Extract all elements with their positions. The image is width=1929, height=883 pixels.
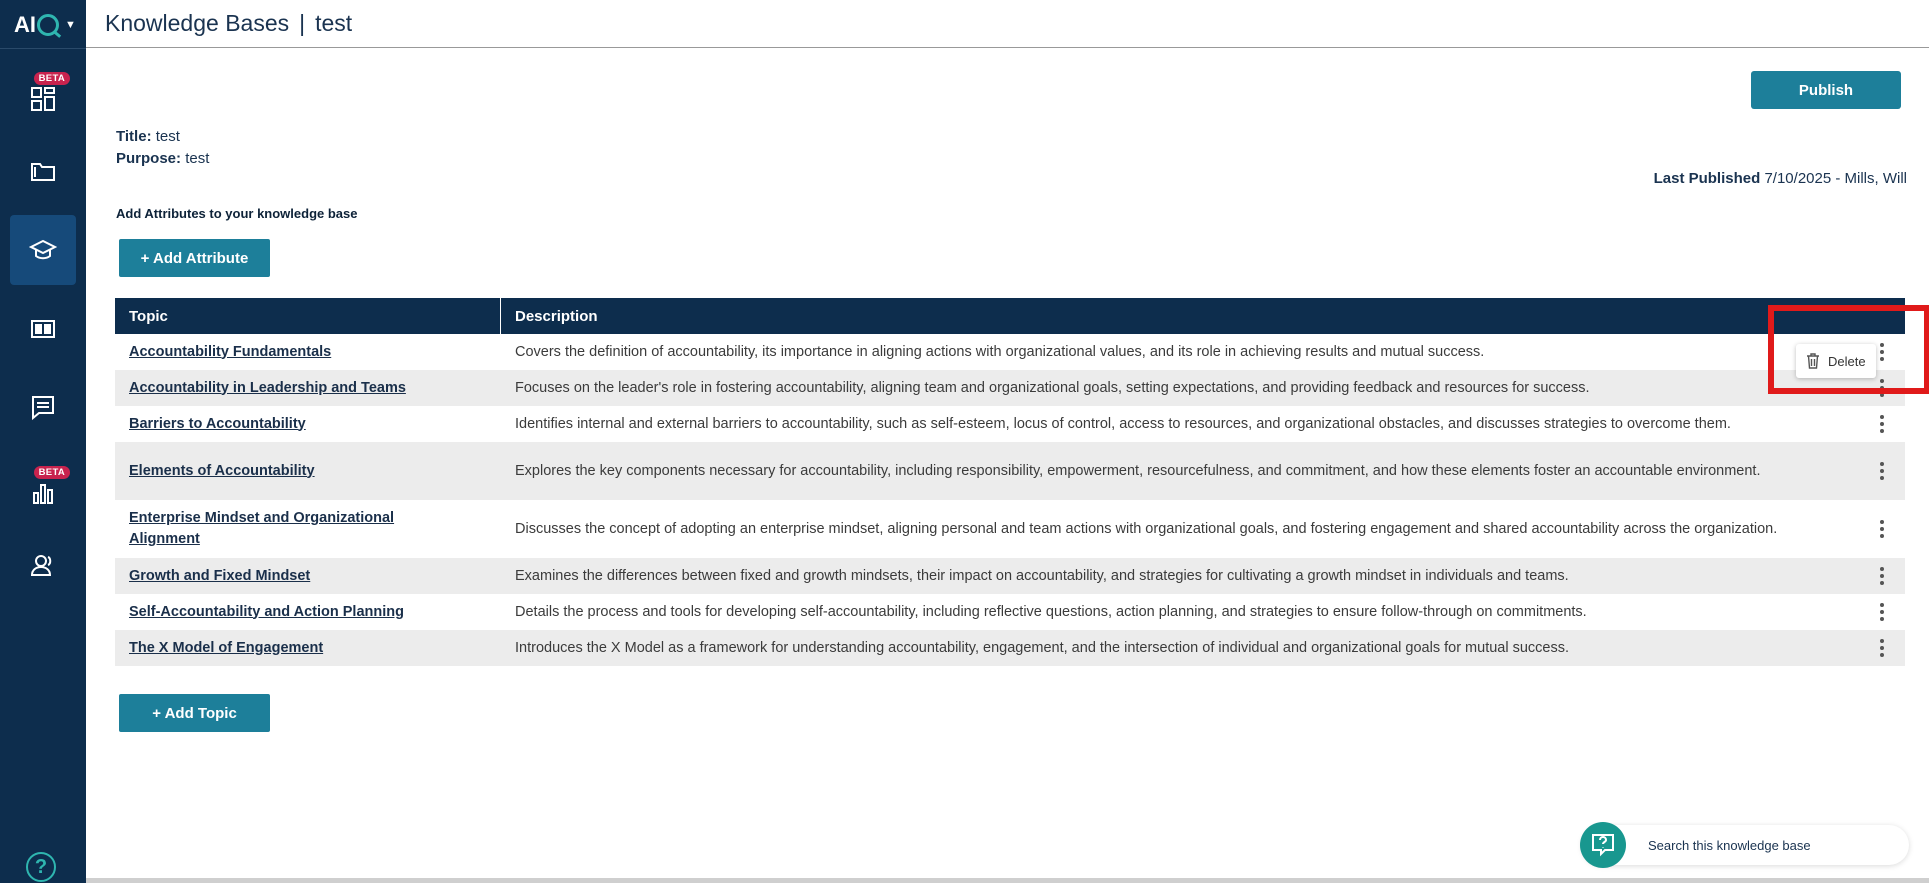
more-options-icon[interactable] [1877,520,1887,538]
purpose-value: test [185,150,210,167]
topic-link[interactable]: Growth and Fixed Mindset [129,567,311,584]
title-value: test [155,128,180,145]
delete-label: Delete [1828,353,1866,369]
beta-badge: BETA [34,466,70,479]
last-published-label: Last Published [1653,170,1761,187]
table-row [115,406,1905,442]
beta-badge: BETA [34,72,70,85]
app-logo[interactable] [14,8,76,42]
topic-link[interactable]: Enterprise Mindset and Organizational Alignment [129,510,395,547]
title-label: Title: [116,128,152,145]
bottom-scrollbar [86,878,1929,883]
highlight-box [1768,305,1929,394]
topic-description: Details the process and tools for developing self-accountability, including reflective questions, action planning, and strategies to ensure follow-through on commitments. [515,603,1587,620]
kb-title [116,128,180,145]
topic-link[interactable]: Self-Accountability and Action Planning [129,603,404,620]
table-row [115,442,1905,500]
users-icon [29,551,57,579]
publish-button[interactable]: Publish [1751,71,1901,109]
page-title [105,10,352,37]
add-topic-button[interactable]: + Add Topic [119,694,270,732]
last-published [1654,170,1907,187]
folder-icon [29,157,57,185]
kb-purpose [116,150,209,167]
sidebar-item-dashboard[interactable] [10,64,76,134]
table-header [115,298,1905,334]
column-header-topic: Topic [115,298,501,334]
bar-chart-icon [29,479,57,507]
topic-description: Introduces the X Model as a framework for understanding accountability, engagement, and the intersection of individual and organizational goals for mutual success. [515,639,1570,656]
kb-search-widget[interactable] [1582,825,1909,865]
table-row [115,630,1905,666]
graduation-cap-icon [29,236,57,264]
topic-description: Focuses on the leader's role in fostering accountability, aligning team and organizational goals, setting expectations, and providing feedback and resources for success. [515,379,1590,396]
breadcrumb-root[interactable]: Knowledge Bases [105,10,290,36]
topic-link[interactable]: Barriers to Accountability [129,415,306,432]
columns-icon [29,315,57,343]
sidebar-item-files[interactable] [10,136,76,206]
logo-q-mark [37,14,59,36]
dashboard-icon [29,85,57,113]
topic-link[interactable]: The X Model of Engagement [129,639,324,656]
table-row [115,594,1905,630]
more-options-icon[interactable] [1877,462,1887,480]
top-bar [86,0,1929,48]
logo-text: AI [14,12,36,37]
table-row [115,334,1905,370]
sidebar [0,0,86,883]
more-options-icon[interactable] [1877,639,1887,657]
topics-table [115,298,1905,666]
question-chat-icon [1580,822,1626,868]
sidebar-item-analytics[interactable] [10,458,76,528]
more-options-icon[interactable] [1877,567,1887,585]
more-options-icon[interactable] [1877,603,1887,621]
purpose-label: Purpose: [116,150,182,167]
last-published-value: 7/10/2025 - Mills, Will [1764,170,1907,187]
topic-link[interactable]: Accountability Fundamentals [129,343,332,360]
topic-link[interactable]: Accountability in Leadership and Teams [129,379,406,396]
sidebar-item-chat[interactable] [10,372,76,442]
breadcrumb-current: test [315,10,353,36]
topic-link[interactable]: Elements of Accountability [129,462,315,479]
more-options-icon[interactable] [1877,415,1887,433]
topic-description: Identifies internal and external barriers to accountability, such as self-esteem, locus of control, access to resources, and organizational obstacles, and discusses strategies to overcome them. [515,415,1731,432]
topic-description: Examines the differences between fixed and growth mindsets, their impact on accountability, and strategies for cultivating a growth mindset in individuals and teams. [515,567,1569,584]
column-header-description: Description [515,307,598,325]
topic-description: Explores the key components necessary for accountability, including responsibility, empowerment, resourcefulness, and commitment, and how these elements foster an accountable environment. [515,462,1761,479]
kb-search-placeholder: Search this knowledge base [1648,837,1811,853]
chevron-down-icon: ▼ [65,19,76,31]
sidebar-item-knowledge-bases[interactable] [10,215,76,285]
table-row [115,558,1905,594]
help-icon[interactable]: ? [26,852,56,882]
topic-description: Covers the definition of accountability, its importance in aligning actions with organizational values, and its role in achieving results and mutual success. [515,343,1485,360]
attributes-label: Add Attributes to your knowledge base [116,206,358,221]
topic-description: Discusses the concept of adopting an enterprise mindset, aligning personal and team actions with organizational goals, and fostering engagement and shared accountability across the organization. [515,520,1778,537]
add-attribute-button[interactable]: + Add Attribute [119,239,270,277]
sidebar-divider [0,48,86,49]
chat-icon [29,393,57,421]
table-row [115,370,1905,406]
sidebar-item-users[interactable] [10,530,76,600]
sidebar-item-boards[interactable] [10,294,76,364]
breadcrumb-separator: | [299,10,306,36]
table-row [115,500,1905,558]
